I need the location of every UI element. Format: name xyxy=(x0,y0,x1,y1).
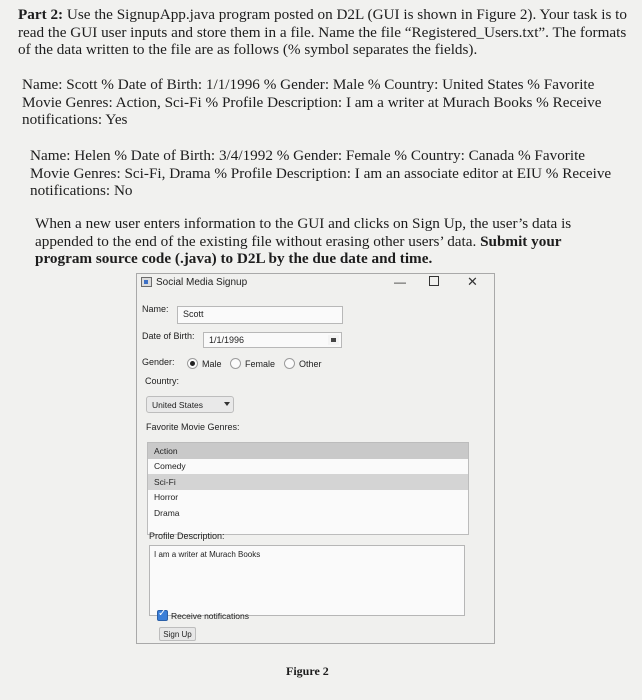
genre-item-comedy[interactable]: Comedy xyxy=(154,461,186,471)
genre-item-horror[interactable]: Horror xyxy=(154,492,179,502)
signup-window xyxy=(136,273,495,644)
instructions-text: Use the SignupApp.java program posted on D2L (GUI is shown in Figure 2). Your task is to read the GUI user inputs and store them in a file. Name the file “Registered_Users.txt”. The formats of the data written to the file are as follows (% symbol separates the fields). xyxy=(18,6,627,58)
genre-item-action[interactable]: Action xyxy=(148,443,468,459)
maximize-button[interactable] xyxy=(429,276,439,286)
gender-other-label: Other xyxy=(299,359,322,369)
country-label: Country: xyxy=(145,376,180,386)
genre-list[interactable] xyxy=(147,442,469,535)
profile-label: Profile Description: xyxy=(149,531,225,541)
submission-paragraph xyxy=(35,215,621,268)
dob-label: Date of Birth: xyxy=(142,331,195,341)
checkmark-icon: ✓ xyxy=(158,608,167,619)
name-input[interactable]: Scott xyxy=(177,306,343,324)
gender-label: Gender: xyxy=(142,357,175,367)
notifications-checkbox[interactable] xyxy=(157,610,168,621)
window-title: Social Media Signup xyxy=(156,277,248,288)
app-icon xyxy=(141,277,152,287)
example-record-helen: Name: Helen % Date of Birth: 3/4/1992 % Gender: Female % Country: Canada % Favorite Movie Genres: Sci-Fi, Drama % Profile Description: I am an associate editor at EIU % Receive notifications: No xyxy=(30,147,612,199)
figure-caption: Figure 2 xyxy=(286,664,329,678)
genre-item-drama[interactable]: Drama xyxy=(154,508,180,518)
instructions-paragraph xyxy=(18,6,628,59)
signup-button[interactable]: Sign Up xyxy=(159,627,196,641)
genres-label: Favorite Movie Genres: xyxy=(146,422,240,432)
submission-deadline: Submit your program source code (.java) to D2L by the due date and time. xyxy=(35,232,562,267)
gender-other-radio[interactable] xyxy=(284,358,295,369)
gender-male-radio[interactable] xyxy=(187,358,198,369)
close-button[interactable]: ✕ xyxy=(467,274,478,289)
gender-male-label: Male xyxy=(202,359,222,369)
dob-input[interactable]: 1/1/1996 xyxy=(203,332,342,348)
country-select[interactable] xyxy=(146,396,234,413)
example-record-scott: Name: Scott % Date of Birth: 1/1/1996 % Gender: Male % Country: United States % Favorite Movie Genres: Action, Sci-Fi % Profile Description: I am a writer at Murach Books % Receive notifications: Yes xyxy=(22,76,602,128)
genre-item-scifi[interactable]: Sci-Fi xyxy=(148,474,468,490)
notifications-label: Receive notifications xyxy=(171,611,249,621)
chevron-down-icon xyxy=(224,402,230,406)
part-label: Part 2: xyxy=(18,6,64,23)
name-label: Name: xyxy=(142,304,169,314)
country-value: United States xyxy=(152,400,204,410)
calendar-icon[interactable] xyxy=(328,335,339,345)
submission-text: When a new user enters information to the GUI and clicks on Sign Up, the user’s data is appended to the end of the existing file without erasing other users’ data. xyxy=(35,215,572,250)
minimize-button[interactable]: — xyxy=(394,275,406,289)
title-bar xyxy=(137,274,494,292)
gender-female-label: Female xyxy=(245,359,276,369)
gender-female-radio[interactable] xyxy=(230,358,241,369)
profile-textarea[interactable]: I am a writer at Murach Books xyxy=(149,545,465,616)
